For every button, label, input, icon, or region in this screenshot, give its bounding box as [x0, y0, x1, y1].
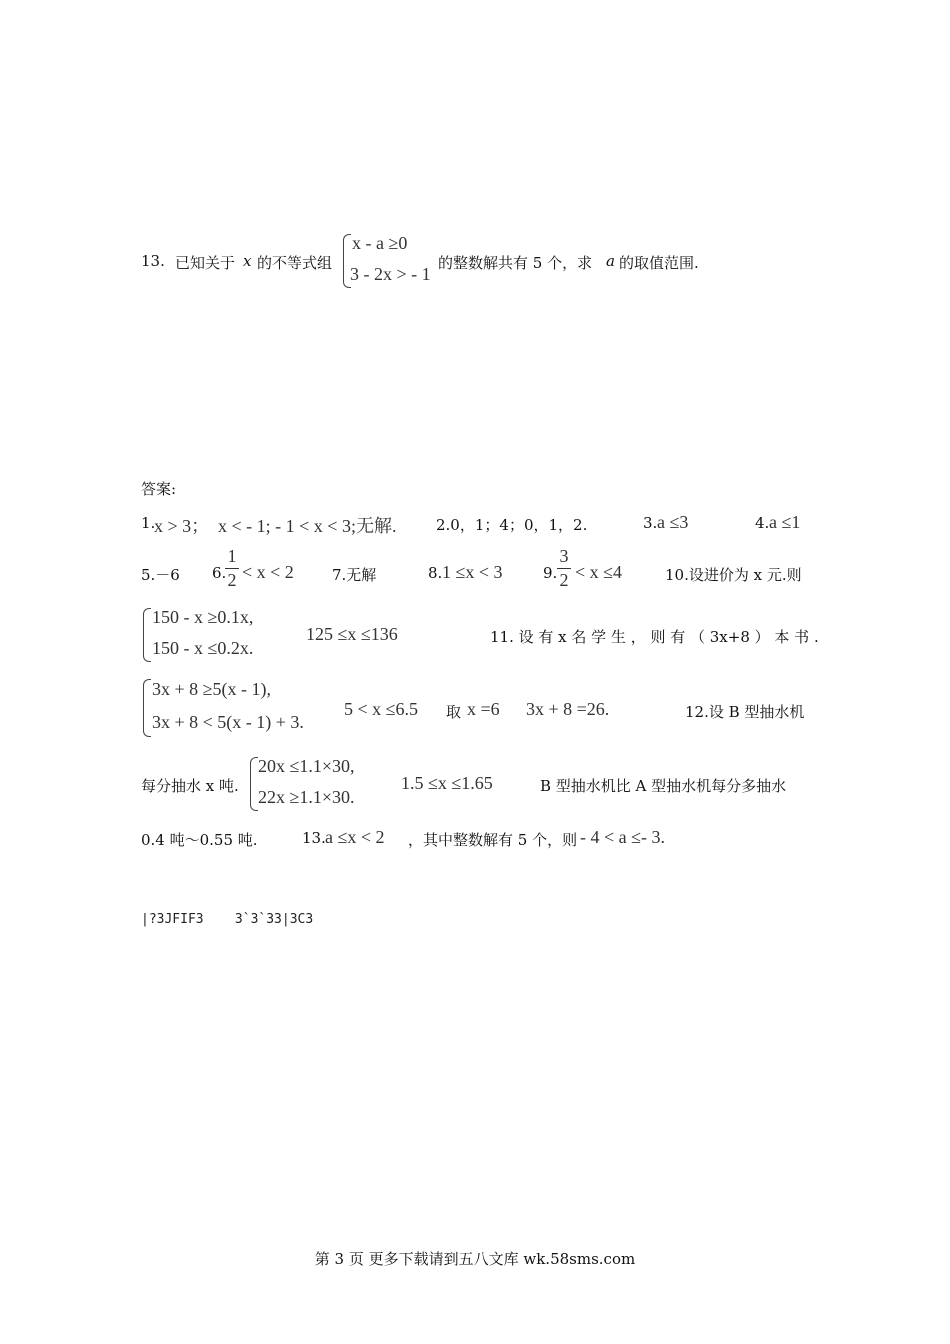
answer-7: 7.无解	[332, 566, 377, 584]
answer-12-text: B 型抽水机比 A 型抽水机每分多抽水	[540, 777, 787, 795]
answer-12-system-brace	[250, 757, 258, 811]
answer-11-take: 取	[446, 703, 462, 721]
answer-12-system-line-1: 20x ≤1.1×30,	[258, 756, 355, 776]
answer-11: 11. 设 有 x 名 学 生 ， 则 有 （ 3x+8 ） 本 书 .	[490, 628, 819, 646]
q13-inequality-1: x - a ≥0	[352, 233, 408, 253]
answer-3-expr: a ≤3	[657, 512, 689, 532]
answer-11-take-expr: x =6	[467, 699, 500, 719]
answer-12-range: 1.5 ≤x ≤1.65	[401, 773, 493, 793]
answer-10-system-line-1: 150 - x ≥0.1x,	[152, 607, 254, 627]
answer-11-system-brace	[143, 679, 151, 737]
answers-heading: 答案:	[141, 480, 177, 498]
answer-3-label: 3.	[643, 514, 658, 532]
answer-9-denominator: 2	[559, 570, 569, 590]
answer-11-system-line-2: 3x + 8 < 5(x - 1) + 3.	[152, 712, 304, 732]
fraction-bar	[557, 568, 571, 569]
answer-13-expr: a ≤x < 2	[325, 827, 385, 847]
q13-mid: 的不等式组	[257, 254, 333, 272]
q13-var-x: x	[243, 252, 252, 270]
answer-6-fraction	[225, 546, 239, 591]
answer-1-label: 1.	[141, 514, 156, 532]
answer-10-system-brace	[143, 608, 151, 662]
answer-4-label: 4.	[755, 514, 770, 532]
q13-number: 13.	[141, 252, 165, 270]
q13-tail-2: 的取值范围.	[619, 254, 699, 272]
answer-9-fraction	[557, 546, 571, 591]
answer-12-conclusion: 0.4 吨～0.55 吨.	[141, 831, 258, 849]
answer-12-lead: 每分抽水 x 吨.	[141, 777, 239, 795]
answer-6-rest: < x < 2	[242, 562, 294, 582]
answer-10-system-line-2: 150 - x ≤0.2x.	[152, 638, 254, 658]
page-footer: 第 3 页 更多下载请到五八文库 wk.58sms.com	[314, 1250, 636, 1268]
answer-4-expr: a ≤1	[769, 512, 801, 532]
q13-lead: 已知关于	[175, 254, 236, 272]
answer-10: 10.设进价为 x 元.则	[665, 566, 802, 584]
answer-5: 5.－6	[141, 566, 180, 584]
answer-10-result: 125 ≤x ≤136	[306, 624, 398, 644]
answer-8-expr: 1 ≤x < 3	[442, 562, 503, 582]
answer-13-label: 13.	[302, 829, 326, 847]
answer-13-text: ，其中整数解有 5 个，则	[408, 831, 578, 849]
answer-2: 2.0，1；4；0，1，2.	[436, 516, 588, 534]
fraction-bar	[225, 568, 239, 569]
garbled-text: |?3JFIF3 3`3`33|3C3	[141, 912, 314, 927]
answer-6-denominator: 2	[227, 570, 237, 590]
answer-9-numerator: 3	[559, 546, 569, 566]
answer-11-range: 5 < x ≤6.5	[344, 699, 419, 719]
answer-6-numerator: 1	[227, 546, 237, 566]
q13-tail-1: 的整数解共有 5 个，求	[438, 254, 593, 272]
answer-12-intro: 12.设 B 型抽水机	[685, 703, 805, 721]
q13-inequality-2: 3 - 2x > - 1	[350, 264, 431, 284]
answer-9-rest: < x ≤4	[575, 562, 623, 582]
answer-1-expr: x > 3；	[154, 516, 210, 536]
answer-1-expr-2: x < - 1; - 1 < x < 3;无解.	[218, 516, 397, 536]
q13-var-a: a	[606, 252, 615, 270]
answer-9-label: 9.	[543, 564, 558, 582]
answer-12-system-line-2: 22x ≥1.1×30.	[258, 787, 355, 807]
answer-8-label: 8.	[428, 564, 443, 582]
answer-6-label: 6.	[212, 564, 227, 582]
answer-11-system-line-1: 3x + 8 ≥5(x - 1),	[152, 679, 272, 699]
answer-11-books: 3x + 8 =26.	[526, 699, 610, 719]
answer-13-final: - 4 < a ≤- 3.	[580, 827, 666, 847]
